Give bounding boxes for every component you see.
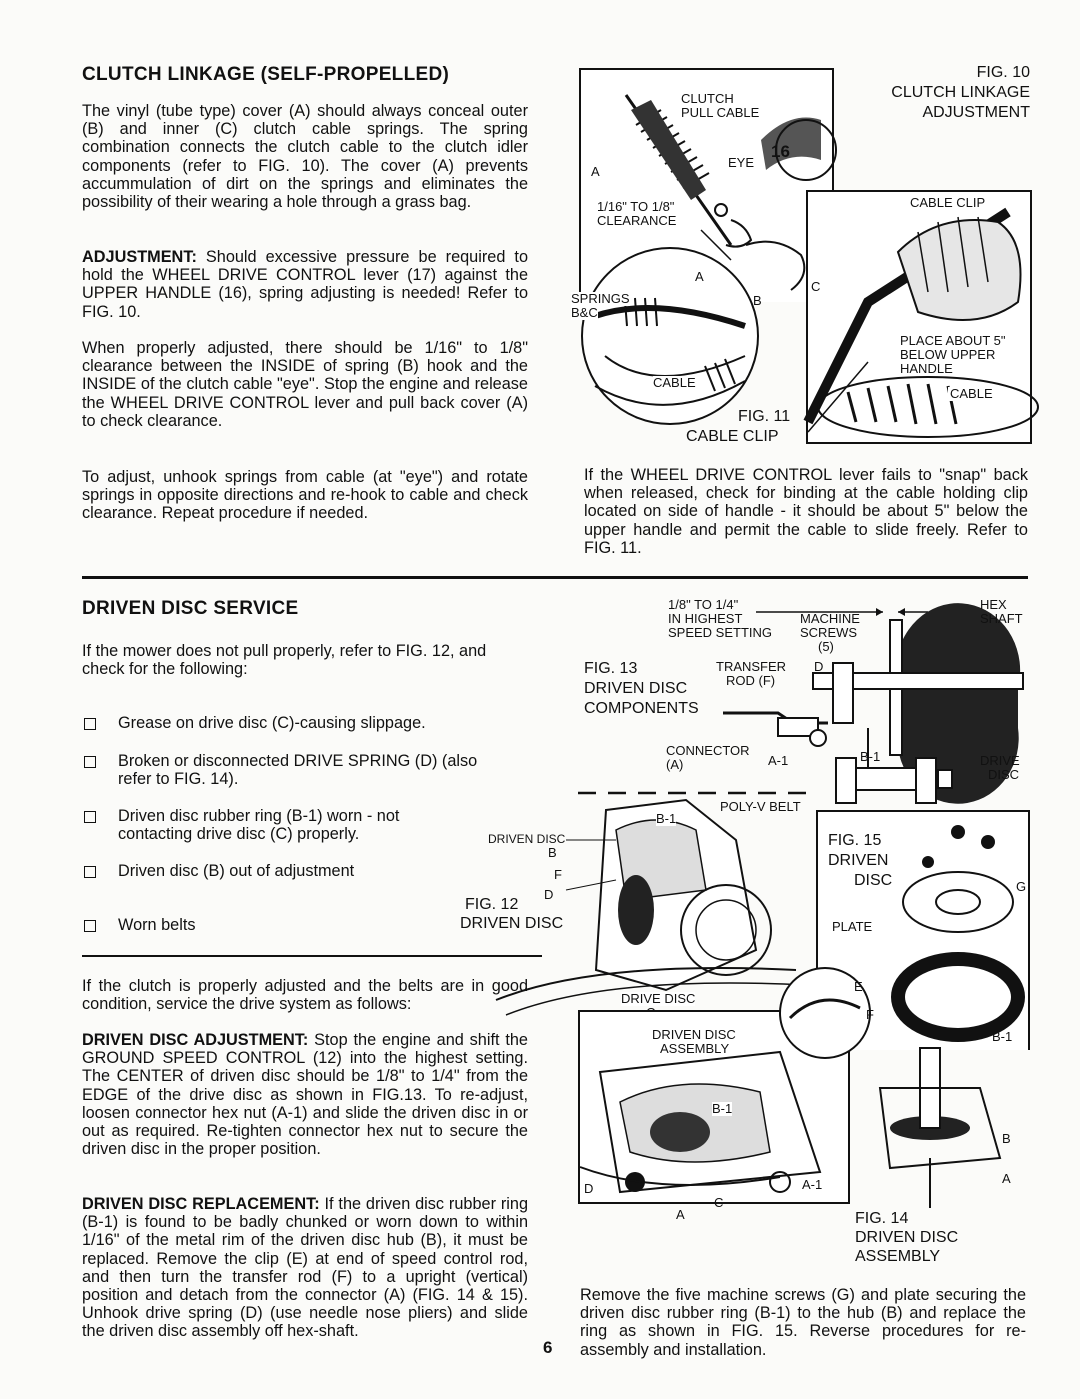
fig14-label-b1: B-1 — [712, 1101, 733, 1116]
fig10-label-cable-clip: CABLE CLIP — [910, 195, 986, 210]
driven-adjustment-para — [82, 1031, 528, 1158]
fig11-label-cable: CABLE — [653, 375, 696, 390]
fig10-label-clearance-1: 1/16" TO 1/8" — [597, 199, 675, 214]
fig14-caption-1: DRIVEN DISC — [855, 1229, 959, 1246]
fig10-inset-frame — [806, 190, 1032, 444]
fig12-label-b: B — [548, 845, 557, 860]
driven-replacement-text: If the driven disc rubber ring (B-1) is found to be badly chunked or worn down to within 1/16" of the metal rim of the driven disc hub (B), it must be replaced. Remove the clip (E) at end of speed control rod, and then turn the transfer rod (F) to a upright (vertical) position and detach from the connector (A) (FIG. 14 & 15). Unhook drive spring (D) (use needle nose pliers) and slide the driven disc assembly off hex-shaft. — [82, 1195, 528, 1341]
driven-divider — [82, 955, 542, 957]
fig13-label-d: D — [814, 659, 824, 674]
snap-para: If the WHEEL DRIVE CONTROL lever fails to "snap" back when released, check for binding at the cable holding clip located on side of handle - it should be about 5" below the upper handle and permit the cable to slide freely. Refer to FIG. 11. — [584, 466, 1028, 557]
adjustment-lead: ADJUSTMENT: — [82, 248, 197, 266]
fig10-label-eye: EYE — [728, 155, 755, 170]
fig13-label-disc: DISC — [988, 767, 1020, 782]
fig10-label-16: 16 — [771, 142, 790, 161]
fig14-label-e: E — [854, 979, 863, 994]
hub-detail-illustration — [770, 958, 1030, 1208]
adjustment-text: Should excessive pressure be required to hold the WHEEL DRIVE CONTROL lever (17) against the UPPER HANDLE (16), spring adjusting is needed! Refer to FIG. 10. — [82, 248, 528, 321]
checklist-item: Driven disc (B) out of adjustment — [84, 862, 454, 880]
fig10-label-clearance-2: CLEARANCE — [597, 213, 677, 228]
checklist-item: Broken or disconnected DRIVE SPRING (D) (also refer to FIG. 14). — [84, 752, 504, 788]
fig13-label-five: (5) — [818, 639, 834, 654]
fig11-label-c: C — [811, 279, 821, 294]
clutch-para-4: To adjust, unhook springs from cable (at "eye") and rotate springs in opposite directions and re-hook to cable and check clearance. Repeat procedure if needed. — [82, 468, 528, 523]
fig12-label-b1: B-1 — [656, 811, 677, 826]
fig14-label-c: C — [714, 1195, 724, 1210]
fig13-label-rod: ROD (F) — [726, 673, 776, 688]
driven-intro: If the mower does not pull properly, refer to FIG. 12, and check for the following: — [82, 642, 487, 679]
fig14-label-assembly: ASSEMBLY — [660, 1041, 730, 1056]
service-intro: If the clutch is properly adjusted and the belts are in good condition, service the drive system as follows: — [82, 977, 528, 1014]
fig13-title: FIG. 13 — [584, 660, 638, 677]
fig12-label-drive-disc: DRIVE DISC — [621, 991, 696, 1006]
fig13-label-in-highest: IN HIGHEST — [668, 611, 743, 626]
clutch-para-1: The vinyl (tube type) cover (A) should always conceal outer (B) and inner (C) clutch cable springs. The spring combination connects the clutch cable to the clutch idler components (refer to FIG. 10). The cover (A) prevents accummulation of dirt on the springs and eliminates the possibility of their wearing a hole through a grass bag. — [82, 102, 528, 212]
fig13-label-transfer: TRANSFER — [716, 659, 787, 674]
fig15-caption-1: DRIVEN — [828, 852, 889, 869]
fig10-label-place-1: PLACE ABOUT 5" — [900, 333, 1006, 348]
fig13-label-b1: B-1 — [860, 749, 881, 764]
fig10-caption-1: CLUTCH LINKAGE — [891, 84, 1030, 101]
fig13-label-a: (A) — [666, 757, 684, 772]
fig11-caption: CABLE CLIP — [686, 428, 779, 445]
fig12-label-f: F — [554, 867, 562, 882]
fig14-title: FIG. 14 — [855, 1210, 909, 1227]
checklist-item: Worn belts — [84, 916, 384, 934]
fig12-title: FIG. 12 — [465, 896, 519, 913]
fig14-hub-detail — [770, 958, 1030, 1208]
fig12-caption: DRIVEN DISC — [460, 915, 564, 932]
fig10-label-pull-cable: PULL CABLE — [681, 105, 760, 120]
driven-adjustment-text: Stop the engine and shift the GROUND SPEED CONTROL (12) into the highest setting. The CENTER of driven disc should be 1/8" to 1/4" from the EDGE of the drive disc as shown in FIG.13. To re-adjust, loosen connector hex nut (A-1) and slide the driven disc in or out as required. Re-tighten connector hex nut to secure the driven disc in the proper position. — [82, 1031, 528, 1159]
fig13-label-a1: A-1 — [768, 753, 789, 768]
fig13-label-range: 1/8" TO 1/4" — [668, 597, 739, 612]
fig13-caption-2: COMPONENTS — [584, 700, 699, 717]
fig14-label-d: D — [584, 1181, 594, 1196]
fig13-label-speed-setting: SPEED SETTING — [668, 625, 773, 640]
fig10-title: FIG. 10 — [976, 64, 1030, 81]
fig11-circle-inset — [565, 246, 821, 426]
fig13-label-connector: CONNECTOR — [666, 743, 750, 758]
clutch-para-3: When properly adjusted, there should be 1/16" to 1/8" clearance between the INSIDE of spring (B) hook and the INSIDE of the clutch cable "eye". Stop the engine and release the WHEEL DRIVE CONTROL lever and pull back cover (A) to check clearance. — [82, 339, 528, 430]
clutch-adjustment-para — [82, 248, 528, 321]
fig13-label-machine: MACHINE — [800, 611, 860, 626]
page-number: 6 — [543, 1338, 553, 1357]
checkbox-icon — [84, 920, 96, 932]
fig13-label-shaft: SHAFT — [980, 611, 1023, 626]
fig14-label-a-right: A — [1002, 1171, 1011, 1186]
checklist-item: Grease on drive disc (C)-causing slippage. — [84, 714, 504, 732]
fig14-label-a: A — [676, 1207, 685, 1222]
fig10-label-place-2: BELOW UPPER — [900, 347, 996, 362]
fig15-title: FIG. 15 — [828, 832, 882, 849]
driven-heading: DRIVEN DISC SERVICE — [82, 598, 299, 619]
driven-adjustment-lead: DRIVEN DISC ADJUSTMENT: — [82, 1031, 309, 1049]
checkbox-icon — [84, 866, 96, 878]
fig14-label-driven-disc: DRIVEN DISC — [652, 1027, 736, 1042]
fig10-label-a: A — [591, 164, 600, 179]
checklist-item: Driven disc rubber ring (B-1) worn - not contacting drive disc (C) properly. — [84, 807, 454, 843]
fig10-label-cable-right: CABLE — [950, 386, 993, 401]
fig12-illustration — [486, 800, 816, 1020]
fig14-label-b: B — [1002, 1131, 1011, 1146]
fig14-caption-2: ASSEMBLY — [855, 1248, 941, 1265]
fig14-label-b1-right: B-1 — [992, 1029, 1013, 1044]
fig12-label-poly-belt: POLY-V BELT — [720, 799, 801, 814]
clutch-heading: CLUTCH LINKAGE (SELF-PROPELLED) — [82, 64, 450, 85]
fig13-label-screws: SCREWS — [800, 625, 858, 640]
fig11-label-a: A — [695, 269, 704, 284]
driven-replacement-para — [82, 1195, 528, 1341]
driven-replacement-lead: DRIVEN DISC REPLACEMENT: — [82, 1195, 320, 1213]
handle-cable-clip-illustration — [808, 192, 1030, 442]
checkbox-icon — [84, 718, 96, 730]
section-divider — [82, 576, 1028, 579]
checkbox-icon — [84, 811, 96, 823]
fig10-label-place-3: HANDLE — [900, 361, 953, 376]
fig13-caption-1: DRIVEN DISC — [584, 680, 688, 697]
fig12-label-d: D — [544, 887, 554, 902]
fig11-label-b: B — [753, 293, 762, 308]
fig11-label-bc: B&C — [571, 305, 598, 320]
fig15-caption-2: DISC — [854, 872, 893, 889]
remove-screws-para: Remove the five machine screws (G) and plate securing the driven disc rubber ring (B-1) to the hub (B) and replace the ring as shown in FIG. 15. Reverse procedures for re-assembly and installation. — [580, 1286, 1026, 1359]
fig14-label-f: F — [866, 1007, 874, 1022]
springs-detail-illustration — [565, 246, 775, 426]
fig12-label-driven-disc: DRIVEN DISC — [488, 832, 566, 846]
fig10-label-clutch: CLUTCH — [681, 91, 734, 106]
fig15-label-plate: PLATE — [832, 919, 873, 934]
fig13-label-hex: HEX — [980, 597, 1007, 612]
checkbox-icon — [84, 756, 96, 768]
fig13-label-drive: DRIVE — [980, 753, 1020, 768]
fig10-caption-2: ADJUSTMENT — [922, 104, 1030, 121]
fig14-label-a1: A-1 — [802, 1177, 823, 1192]
fig11-title: FIG. 11 — [738, 408, 791, 425]
fig11-label-springs: SPRINGS — [571, 291, 630, 306]
fig15-label-g: G — [1016, 879, 1027, 894]
